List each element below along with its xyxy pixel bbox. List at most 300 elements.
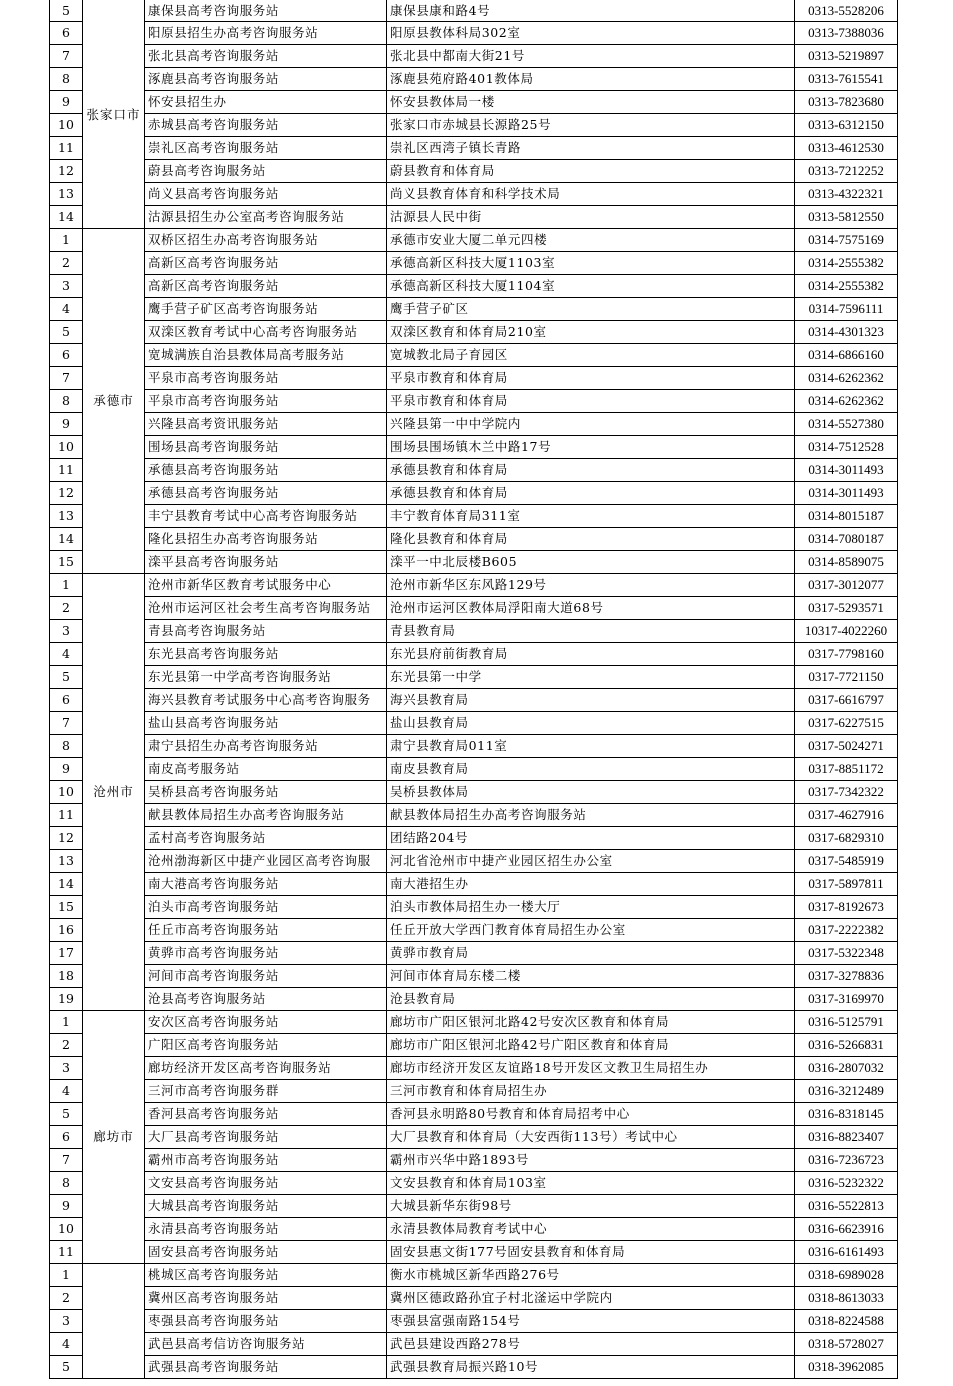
table-row: [50, 436, 898, 459]
address-cell: 沧县教育局: [387, 988, 795, 1011]
phone-cell: 0314-3011493: [795, 482, 898, 505]
table-row: [50, 574, 898, 597]
phone-cell: 0313-5528206: [795, 0, 898, 22]
address-cell: 承德高新区科技大厦1104室: [387, 275, 795, 298]
phone-cell: 0314-6866160: [795, 344, 898, 367]
address-cell: 怀安县教体局一楼: [387, 91, 795, 114]
row-number-cell: 3: [50, 1057, 83, 1080]
table-row: [50, 850, 898, 873]
station-name-cell: 双桥区招生办高考咨询服务站: [145, 229, 387, 252]
row-number-cell: 8: [50, 390, 83, 413]
address-cell: 三河市教育和体育局招生办: [387, 1080, 795, 1103]
address-cell: 张北县中都南大街21号: [387, 45, 795, 68]
table-row: [50, 1103, 898, 1126]
row-number-cell: 6: [50, 344, 83, 367]
address-cell: 盐山县教育局: [387, 712, 795, 735]
station-name-cell: 沧州渤海新区中捷产业园区高考咨询服: [145, 850, 387, 873]
address-cell: 大厂县教育和体育局（大安西街113号）考试中心: [387, 1126, 795, 1149]
address-cell: 平泉市教育和体育局: [387, 390, 795, 413]
table-row: [50, 1011, 898, 1034]
address-cell: 河北省沧州市中捷产业园区招生办公室: [387, 850, 795, 873]
address-cell: 南大港招生办: [387, 873, 795, 896]
row-number-cell: 11: [50, 804, 83, 827]
row-number-cell: 5: [50, 0, 83, 22]
address-cell: 廊坊市经济开发区友谊路18号开发区文教卫生局招生办: [387, 1057, 795, 1080]
table-row: [50, 68, 898, 91]
phone-cell: 0316-8318145: [795, 1103, 898, 1126]
station-name-cell: 霸州市高考咨询服务站: [145, 1149, 387, 1172]
phone-cell: 0314-3011493: [795, 459, 898, 482]
row-number-cell: 6: [50, 22, 83, 45]
phone-cell: 0317-5897811: [795, 873, 898, 896]
address-cell: 涿鹿县苑府路401教体局: [387, 68, 795, 91]
station-name-cell: 涿鹿县高考咨询服务站: [145, 68, 387, 91]
phone-cell: 0317-6227515: [795, 712, 898, 735]
address-cell: 武邑县建设西路278号: [387, 1333, 795, 1356]
address-cell: 承德县教育和体育局: [387, 482, 795, 505]
city-cell: 沧州市: [83, 574, 145, 1011]
table-row: [50, 620, 898, 643]
phone-cell: 0313-7615541: [795, 68, 898, 91]
row-number-cell: 14: [50, 206, 83, 229]
row-number-cell: 11: [50, 459, 83, 482]
station-name-cell: 康保县高考咨询服务站: [145, 0, 387, 22]
station-name-cell: 永清县高考咨询服务站: [145, 1218, 387, 1241]
address-cell: 双滦区教育和体育局210室: [387, 321, 795, 344]
phone-cell: 0316-2807032: [795, 1057, 898, 1080]
table-row: [50, 1333, 898, 1356]
phone-cell: 0318-3962085: [795, 1356, 898, 1379]
phone-cell: 0316-3212489: [795, 1080, 898, 1103]
phone-cell: 0313-5219897: [795, 45, 898, 68]
row-number-cell: 7: [50, 1149, 83, 1172]
table-row: [50, 22, 898, 45]
row-number-cell: 14: [50, 873, 83, 896]
address-cell: 大城县新华东街98号: [387, 1195, 795, 1218]
station-name-cell: 沽源县招生办公室高考咨询服务站: [145, 206, 387, 229]
row-number-cell: 2: [50, 1034, 83, 1057]
phone-cell: 0314-8589075: [795, 551, 898, 574]
phone-cell: 0314-4301323: [795, 321, 898, 344]
station-name-cell: 大厂县高考咨询服务站: [145, 1126, 387, 1149]
consultation-station-table: [49, 0, 898, 1379]
phone-cell: 0317-5024271: [795, 735, 898, 758]
table-row: [50, 712, 898, 735]
table-row: [50, 597, 898, 620]
station-name-cell: 武强县高考咨询服务站: [145, 1356, 387, 1379]
phone-cell: 0313-5812550: [795, 206, 898, 229]
phone-cell: 0314-7080187: [795, 528, 898, 551]
table-row: [50, 1356, 898, 1379]
phone-cell: 0317-8851172: [795, 758, 898, 781]
row-number-cell: 5: [50, 666, 83, 689]
address-cell: 吴桥县教体局: [387, 781, 795, 804]
city-cell: [83, 1264, 145, 1379]
station-name-cell: 高新区高考咨询服务站: [145, 275, 387, 298]
address-cell: 霸州市兴华中路1893号: [387, 1149, 795, 1172]
address-cell: 隆化县教育和体育局: [387, 528, 795, 551]
phone-cell: 0318-6989028: [795, 1264, 898, 1287]
table-row: [50, 965, 898, 988]
row-number-cell: 10: [50, 114, 83, 137]
table-row: [50, 1287, 898, 1310]
phone-cell: 0314-6262362: [795, 390, 898, 413]
phone-cell: 0318-8224588: [795, 1310, 898, 1333]
table-row: [50, 1310, 898, 1333]
table-row: [50, 1218, 898, 1241]
row-number-cell: 4: [50, 298, 83, 321]
address-cell: 张家口市赤城县长源路25号: [387, 114, 795, 137]
table-row: [50, 275, 898, 298]
phone-cell: 0317-5485919: [795, 850, 898, 873]
table-row: [50, 781, 898, 804]
address-cell: 东光县第一中学: [387, 666, 795, 689]
row-number-cell: 16: [50, 919, 83, 942]
station-name-cell: 南大港高考咨询服务站: [145, 873, 387, 896]
table-row: [50, 206, 898, 229]
row-number-cell: 5: [50, 321, 83, 344]
table-row: [50, 689, 898, 712]
table-row: [50, 183, 898, 206]
row-number-cell: 14: [50, 528, 83, 551]
station-name-cell: 怀安县招生办: [145, 91, 387, 114]
station-name-cell: 海兴县教育考试服务中心高考咨询服务: [145, 689, 387, 712]
row-number-cell: 10: [50, 781, 83, 804]
station-name-cell: 河间市高考咨询服务站: [145, 965, 387, 988]
table-row: [50, 505, 898, 528]
row-number-cell: 12: [50, 160, 83, 183]
row-number-cell: 3: [50, 275, 83, 298]
city-cell: 张家口市: [83, 0, 145, 229]
address-cell: 兴隆县第一中中学院内: [387, 413, 795, 436]
station-name-cell: 文安县高考咨询服务站: [145, 1172, 387, 1195]
address-cell: 青县教育局: [387, 620, 795, 643]
table-row: [50, 1241, 898, 1264]
address-cell: 沽源县人民中街: [387, 206, 795, 229]
phone-cell: 0317-8192673: [795, 896, 898, 919]
phone-cell: 0317-3169970: [795, 988, 898, 1011]
row-number-cell: 17: [50, 942, 83, 965]
phone-cell: 0317-5322348: [795, 942, 898, 965]
station-name-cell: 黄骅市高考咨询服务站: [145, 942, 387, 965]
station-name-cell: 沧州市运河区社会考生高考咨询服务站: [145, 597, 387, 620]
station-name-cell: 丰宁县教育考试中心高考咨询服务站: [145, 505, 387, 528]
phone-cell: 0317-6829310: [795, 827, 898, 850]
phone-cell: 0314-2555382: [795, 275, 898, 298]
row-number-cell: 9: [50, 758, 83, 781]
row-number-cell: 2: [50, 597, 83, 620]
address-cell: 任丘开放大学西门教育体育局招生办公室: [387, 919, 795, 942]
table-row: [50, 1126, 898, 1149]
address-cell: 肃宁县教育局011室: [387, 735, 795, 758]
station-name-cell: 南皮高考服务站: [145, 758, 387, 781]
row-number-cell: 5: [50, 1103, 83, 1126]
phone-cell: 0316-5232322: [795, 1172, 898, 1195]
table-row: [50, 367, 898, 390]
table-row: [50, 1264, 898, 1287]
station-name-cell: 东光县高考咨询服务站: [145, 643, 387, 666]
station-name-cell: 安次区高考咨询服务站: [145, 1011, 387, 1034]
address-cell: 廊坊市广阳区银河北路42号广阳区教育和体育局: [387, 1034, 795, 1057]
table-row: [50, 988, 898, 1011]
table-row: [50, 114, 898, 137]
station-name-cell: 赤城县高考咨询服务站: [145, 114, 387, 137]
table-row: [50, 137, 898, 160]
row-number-cell: 15: [50, 896, 83, 919]
row-number-cell: 15: [50, 551, 83, 574]
row-number-cell: 9: [50, 91, 83, 114]
station-name-cell: 三河市高考咨询服务群: [145, 1080, 387, 1103]
address-cell: 承德县教育和体育局: [387, 459, 795, 482]
station-name-cell: 肃宁县招生办高考咨询服务站: [145, 735, 387, 758]
phone-cell: 0317-3278836: [795, 965, 898, 988]
table-row: [50, 942, 898, 965]
station-name-cell: 桃城区高考咨询服务站: [145, 1264, 387, 1287]
table-row: [50, 758, 898, 781]
address-cell: 蔚县教育和体育局: [387, 160, 795, 183]
address-cell: 鹰手营子矿区: [387, 298, 795, 321]
table-row: [50, 1149, 898, 1172]
station-name-cell: 献县教体局招生办高考咨询服务站: [145, 804, 387, 827]
table-row: [50, 873, 898, 896]
phone-cell: 0313-7388036: [795, 22, 898, 45]
station-name-cell: 隆化县招生办高考咨询服务站: [145, 528, 387, 551]
address-cell: 河间市体育局东楼二楼: [387, 965, 795, 988]
station-name-cell: 吴桥县高考咨询服务站: [145, 781, 387, 804]
station-name-cell: 廊坊经济开发区高考咨询服务站: [145, 1057, 387, 1080]
phone-cell: 0316-6623916: [795, 1218, 898, 1241]
station-name-cell: 平泉市高考咨询服务站: [145, 390, 387, 413]
table-row: [50, 482, 898, 505]
row-number-cell: 12: [50, 482, 83, 505]
table-row: [50, 344, 898, 367]
row-number-cell: 5: [50, 1356, 83, 1379]
address-cell: 承德高新区科技大厦1103室: [387, 252, 795, 275]
station-name-cell: 围场县高考咨询服务站: [145, 436, 387, 459]
station-name-cell: 广阳区高考咨询服务站: [145, 1034, 387, 1057]
table-row: [50, 919, 898, 942]
phone-cell: 0316-8823407: [795, 1126, 898, 1149]
phone-cell: 0317-4627916: [795, 804, 898, 827]
address-cell: 海兴县教育局: [387, 689, 795, 712]
station-name-cell: 任丘市高考咨询服务站: [145, 919, 387, 942]
row-number-cell: 9: [50, 1195, 83, 1218]
phone-cell: 0317-6616797: [795, 689, 898, 712]
row-number-cell: 13: [50, 183, 83, 206]
table-row: [50, 1080, 898, 1103]
phone-cell: 0317-7721150: [795, 666, 898, 689]
row-number-cell: 13: [50, 850, 83, 873]
station-name-cell: 鹰手营子矿区高考咨询服务站: [145, 298, 387, 321]
phone-cell: 0314-7575169: [795, 229, 898, 252]
address-cell: 文安县教育和体育局103室: [387, 1172, 795, 1195]
row-number-cell: 9: [50, 413, 83, 436]
row-number-cell: 4: [50, 1080, 83, 1103]
row-number-cell: 13: [50, 505, 83, 528]
table-row: [50, 1034, 898, 1057]
station-name-cell: 崇礼区高考咨询服务站: [145, 137, 387, 160]
address-cell: 宽城教北局子育园区: [387, 344, 795, 367]
phone-cell: 0313-7212252: [795, 160, 898, 183]
phone-cell: 0318-8613033: [795, 1287, 898, 1310]
station-name-cell: 兴隆县高考资讯服务站: [145, 413, 387, 436]
phone-cell: 0316-6161493: [795, 1241, 898, 1264]
row-number-cell: 1: [50, 1264, 83, 1287]
city-cell: 廊坊市: [83, 1011, 145, 1264]
row-number-cell: 7: [50, 367, 83, 390]
table-row: [50, 91, 898, 114]
table-row: [50, 1172, 898, 1195]
address-cell: 衡水市桃城区新华西路276号: [387, 1264, 795, 1287]
row-number-cell: 1: [50, 229, 83, 252]
table-row: [50, 298, 898, 321]
address-cell: 南皮县教育局: [387, 758, 795, 781]
station-name-cell: 盐山县高考咨询服务站: [145, 712, 387, 735]
phone-cell: 0317-2222382: [795, 919, 898, 942]
phone-cell: 0314-2555382: [795, 252, 898, 275]
station-name-cell: 香河县高考咨询服务站: [145, 1103, 387, 1126]
address-cell: 献县教体局招生办高考咨询服务站: [387, 804, 795, 827]
phone-cell: 0318-5728027: [795, 1333, 898, 1356]
station-name-cell: 沧州市新华区教育考试服务中心: [145, 574, 387, 597]
address-cell: 滦平一中北辰楼B605: [387, 551, 795, 574]
table-row: [50, 804, 898, 827]
table-row: [50, 896, 898, 919]
station-name-cell: 东光县第一中学高考咨询服务站: [145, 666, 387, 689]
row-number-cell: 10: [50, 436, 83, 459]
phone-cell: 0313-6312150: [795, 114, 898, 137]
address-cell: 平泉市教育和体育局: [387, 367, 795, 390]
phone-cell: 0313-4322321: [795, 183, 898, 206]
table-row: [50, 666, 898, 689]
station-name-cell: 冀州区高考咨询服务站: [145, 1287, 387, 1310]
station-name-cell: 张北县高考咨询服务站: [145, 45, 387, 68]
address-cell: 丰宁教育体育局311室: [387, 505, 795, 528]
row-number-cell: 3: [50, 1310, 83, 1333]
row-number-cell: 8: [50, 735, 83, 758]
address-cell: 冀州区德政路孙宜子村北滏运中学院内: [387, 1287, 795, 1310]
phone-cell: 0316-5125791: [795, 1011, 898, 1034]
phone-cell: 0314-6262362: [795, 367, 898, 390]
phone-cell: 0317-5293571: [795, 597, 898, 620]
station-name-cell: 武邑县高考信访咨询服务站: [145, 1333, 387, 1356]
table-row: [50, 459, 898, 482]
address-cell: 永清县教体局教育考试中心: [387, 1218, 795, 1241]
row-number-cell: 1: [50, 574, 83, 597]
row-number-cell: 4: [50, 1333, 83, 1356]
address-cell: 武强县教育局振兴路10号: [387, 1356, 795, 1379]
table-row: [50, 551, 898, 574]
row-number-cell: 3: [50, 620, 83, 643]
row-number-cell: 2: [50, 1287, 83, 1310]
table-row: [50, 0, 898, 22]
station-name-cell: 承德县高考咨询服务站: [145, 482, 387, 505]
table-row: [50, 1195, 898, 1218]
phone-cell: 10317-4022260: [795, 620, 898, 643]
table-row: [50, 413, 898, 436]
phone-cell: 0317-7798160: [795, 643, 898, 666]
table-row: [50, 528, 898, 551]
city-cell: 承德市: [83, 229, 145, 574]
table-row: [50, 827, 898, 850]
station-name-cell: 承德县高考咨询服务站: [145, 459, 387, 482]
phone-cell: 0316-5266831: [795, 1034, 898, 1057]
station-name-cell: 青县高考咨询服务站: [145, 620, 387, 643]
station-name-cell: 枣强县高考咨询服务站: [145, 1310, 387, 1333]
station-name-cell: 大城县高考咨询服务站: [145, 1195, 387, 1218]
station-name-cell: 固安县高考咨询服务站: [145, 1241, 387, 1264]
address-cell: 承德市安业大厦二单元四楼: [387, 229, 795, 252]
address-cell: 阳原县教体科局302室: [387, 22, 795, 45]
address-cell: 香河县永明路80号教育和体育局招考中心: [387, 1103, 795, 1126]
phone-cell: 0314-5527380: [795, 413, 898, 436]
address-cell: 黄骅市教育局: [387, 942, 795, 965]
station-name-cell: 阳原县招生办高考咨询服务站: [145, 22, 387, 45]
station-name-cell: 泊头市高考咨询服务站: [145, 896, 387, 919]
row-number-cell: 12: [50, 827, 83, 850]
row-number-cell: 19: [50, 988, 83, 1011]
address-cell: 廊坊市广阳区银河北路42号安次区教育和体育局: [387, 1011, 795, 1034]
phone-cell: 0314-7512528: [795, 436, 898, 459]
phone-cell: 0313-4612530: [795, 137, 898, 160]
station-name-cell: 蔚县高考咨询服务站: [145, 160, 387, 183]
station-name-cell: 尚义县高考咨询服务站: [145, 183, 387, 206]
address-cell: 围场县围场镇木兰中路17号: [387, 436, 795, 459]
table-row: [50, 735, 898, 758]
table-row: [50, 160, 898, 183]
station-name-cell: 双滦区教育考试中心高考咨询服务站: [145, 321, 387, 344]
row-number-cell: 4: [50, 643, 83, 666]
address-cell: 东光县府前街教育局: [387, 643, 795, 666]
row-number-cell: 1: [50, 1011, 83, 1034]
address-cell: 沧州市新华区东风路129号: [387, 574, 795, 597]
phone-cell: 0314-8015187: [795, 505, 898, 528]
table-row: [50, 252, 898, 275]
station-name-cell: 孟村高考咨询服务站: [145, 827, 387, 850]
row-number-cell: 6: [50, 1126, 83, 1149]
address-cell: 崇礼区西湾子镇长青路: [387, 137, 795, 160]
row-number-cell: 8: [50, 68, 83, 91]
station-name-cell: 沧县高考咨询服务站: [145, 988, 387, 1011]
row-number-cell: 8: [50, 1172, 83, 1195]
phone-cell: 0316-5522813: [795, 1195, 898, 1218]
table-row: [50, 321, 898, 344]
row-number-cell: 7: [50, 45, 83, 68]
row-number-cell: 18: [50, 965, 83, 988]
row-number-cell: 7: [50, 712, 83, 735]
address-cell: 尚义县教育体育和科学技术局: [387, 183, 795, 206]
table-row: [50, 229, 898, 252]
address-cell: 枣强县富强南路154号: [387, 1310, 795, 1333]
table-row: [50, 45, 898, 68]
phone-cell: 0316-7236723: [795, 1149, 898, 1172]
row-number-cell: 11: [50, 137, 83, 160]
address-cell: 固安县惠文街177号固安县教育和体育局: [387, 1241, 795, 1264]
row-number-cell: 2: [50, 252, 83, 275]
station-name-cell: 平泉市高考咨询服务站: [145, 367, 387, 390]
address-cell: 康保县康和路4号: [387, 0, 795, 22]
row-number-cell: 11: [50, 1241, 83, 1264]
station-name-cell: 宽城满族自治县教体局高考服务站: [145, 344, 387, 367]
table-row: [50, 643, 898, 666]
address-cell: 沧州市运河区教体局浮阳南大道68号: [387, 597, 795, 620]
address-cell: 团结路204号: [387, 827, 795, 850]
phone-cell: 0313-7823680: [795, 91, 898, 114]
phone-cell: 0317-3012077: [795, 574, 898, 597]
station-name-cell: 滦平县高考咨询服务站: [145, 551, 387, 574]
station-name-cell: 高新区高考咨询服务站: [145, 252, 387, 275]
row-number-cell: 6: [50, 689, 83, 712]
